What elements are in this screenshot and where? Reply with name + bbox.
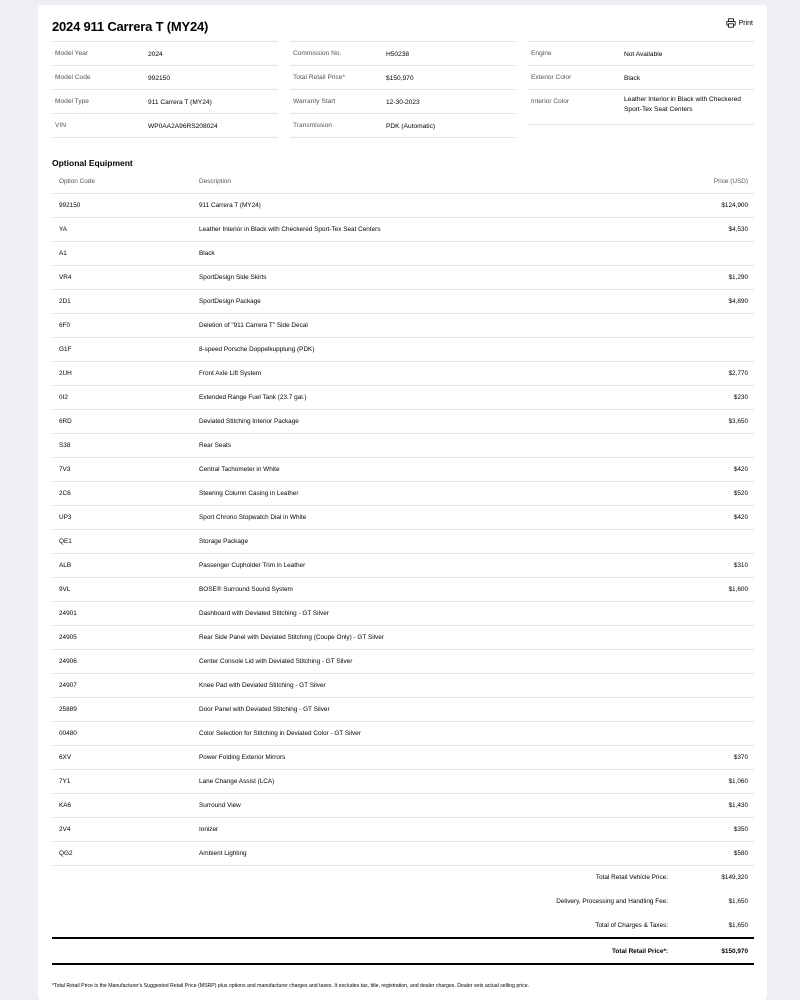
printer-icon (726, 18, 736, 28)
footnote: *Total Retail Price is the Manufacturer's Suggested Retail Price (MSRP) plus options and manufacturer charges and taxes. It excludes tax, title, registration, and dealer charges. Dealer sets actual selling price. (52, 983, 530, 989)
table-row (52, 338, 754, 362)
price-cell (628, 530, 754, 554)
table-row (52, 410, 754, 434)
description-cell: Front Axle Lift System (199, 362, 628, 386)
price-cell (628, 674, 754, 698)
description-cell: Power Folding Exterior Mirrors (199, 746, 628, 770)
table-row (52, 842, 754, 866)
price-cell: $420 (628, 506, 754, 530)
table-row (52, 266, 754, 290)
table-row (52, 650, 754, 674)
option-code-cell: QG2 (52, 842, 199, 866)
option-code-cell: 24901 (52, 602, 199, 626)
option-code-cell: 992150 (52, 194, 199, 218)
table-row (52, 458, 754, 482)
delivery-fee: Delivery, Processing and Handling Fee: $1,650 (556, 898, 748, 905)
price-cell (628, 626, 754, 650)
description-cell: Rear Seats (199, 434, 628, 458)
spec-total-retail-price: Total Retail Price* $150,970 (290, 65, 516, 89)
table-row (52, 314, 754, 338)
option-code-cell: 6XV (52, 746, 199, 770)
option-code-cell: 24906 (52, 650, 199, 674)
option-code-cell: 2D1 (52, 290, 199, 314)
description-cell: SportDesign Side Skirts (199, 266, 628, 290)
description-cell: Ambient Lighting (199, 842, 628, 866)
description-cell: Central Tachometer in White (199, 458, 628, 482)
table-row (52, 482, 754, 506)
page-title: 2024 911 Carrera T (MY24) (52, 19, 209, 34)
spec-interior-color: Interior Color Leather Interior in Black with Checkered Sport-Tex Seat Centers (528, 89, 754, 124)
description-cell: 911 Carrera T (MY24) (199, 194, 628, 218)
option-code-cell: VR4 (52, 266, 199, 290)
price-cell: $1,600 (628, 578, 754, 602)
description-cell: Black (199, 242, 628, 266)
price-cell: $1,060 (628, 770, 754, 794)
spec-model-code: Model Code 992150 (52, 65, 278, 89)
table-row (52, 698, 754, 722)
option-code-cell: UP3 (52, 506, 199, 530)
table-row (52, 506, 754, 530)
option-code-cell: A1 (52, 242, 199, 266)
table-row (52, 674, 754, 698)
table-row (52, 794, 754, 818)
table-row (52, 818, 754, 842)
option-code-cell: 24907 (52, 674, 199, 698)
table-row (52, 626, 754, 650)
option-code-cell: G1F (52, 338, 199, 362)
description-cell: Lane Change Assist (LCA) (199, 770, 628, 794)
price-cell: $4,530 (628, 218, 754, 242)
option-code-cell: 6RD (52, 410, 199, 434)
option-code-cell: 9VL (52, 578, 199, 602)
table-row (52, 554, 754, 578)
price-cell: $350 (628, 818, 754, 842)
optional-equipment-heading: Optional Equipment (52, 158, 133, 168)
column-header-description: Description (199, 170, 628, 194)
price-cell: $1,290 (628, 266, 754, 290)
description-cell: Rear Side Panel with Deviated Stitching (Coupe Only) - GT Silver (199, 626, 628, 650)
print-label: Print (738, 19, 753, 27)
price-cell (628, 338, 754, 362)
option-code-cell: QE1 (52, 530, 199, 554)
spec-model-year: Model Year 2024 (52, 41, 278, 65)
description-cell: BOSE® Surround Sound System (199, 578, 628, 602)
table-row (52, 434, 754, 458)
table-row (52, 194, 754, 218)
price-cell: $124,900 (628, 194, 754, 218)
table-row (52, 602, 754, 626)
option-code-cell: ALB (52, 554, 199, 578)
option-code-cell: 7Y1 (52, 770, 199, 794)
option-code-cell: 6F0 (52, 314, 199, 338)
optional-equipment-table (52, 170, 754, 866)
price-cell: $580 (628, 842, 754, 866)
price-cell (628, 434, 754, 458)
print-button[interactable] (726, 18, 753, 28)
description-cell: Surround View (199, 794, 628, 818)
table-row (52, 530, 754, 554)
spec-warranty-start: Warranty Start 12-30-2023 (290, 89, 516, 113)
price-cell: $3,650 (628, 410, 754, 434)
option-code-cell: S38 (52, 434, 199, 458)
specs-column-3 (528, 41, 754, 125)
price-cell: $520 (628, 482, 754, 506)
description-cell: Leather Interior in Black with Checkered Sport-Tex Seat Centers (199, 218, 628, 242)
specs-column-1 (52, 41, 278, 138)
description-cell: Sport Chrono Stopwatch Dial in White (199, 506, 628, 530)
column-header-option-code: Option Code (52, 170, 199, 194)
table-row (52, 722, 754, 746)
price-cell (628, 314, 754, 338)
price-cell (628, 650, 754, 674)
table-row (52, 770, 754, 794)
spec-model-type: Model Type 911 Carrera T (MY24) (52, 89, 278, 113)
option-code-cell: 24905 (52, 626, 199, 650)
divider (290, 137, 516, 138)
option-code-cell: YA (52, 218, 199, 242)
price-cell: $310 (628, 554, 754, 578)
table-row (52, 578, 754, 602)
table-row (52, 746, 754, 770)
table-row (52, 386, 754, 410)
description-cell: Deviated Stitching Interior Package (199, 410, 628, 434)
option-code-cell: 0I2 (52, 386, 199, 410)
description-cell: Ionizer (199, 818, 628, 842)
total-retail-price: Total Retail Price*: $150,970 (52, 937, 754, 965)
spec-commission-no: Commission No. H50238 (290, 41, 516, 65)
divider (528, 124, 754, 125)
price-cell: $230 (628, 386, 754, 410)
table-row (52, 218, 754, 242)
price-cell: $4,890 (628, 290, 754, 314)
price-cell: $2,770 (628, 362, 754, 386)
option-code-cell: 00480 (52, 722, 199, 746)
specs-column-2 (290, 41, 516, 138)
price-cell (628, 722, 754, 746)
spec-exterior-color: Exterior Color Black (528, 65, 754, 89)
price-cell: $1,430 (628, 794, 754, 818)
divider (52, 137, 278, 138)
description-cell: Color Selection for Stitching in Deviated Color - GT Silver (199, 722, 628, 746)
description-cell: Passenger Cupholder Trim in Leather (199, 554, 628, 578)
description-cell: Deletion of "911 Carrera T" Side Decal (199, 314, 628, 338)
description-cell: Extended Range Fuel Tank (23.7 gal.) (199, 386, 628, 410)
option-code-cell: KA6 (52, 794, 199, 818)
description-cell: 8-speed Porsche Doppelkupplung (PDK) (199, 338, 628, 362)
price-totals (52, 865, 754, 965)
spec-transmission: Transmission PDK (Automatic) (290, 113, 516, 137)
table-row (52, 362, 754, 386)
spec-engine: Engine Not Available (528, 41, 754, 65)
total-charges-taxes: Total of Charges & Taxes: $1,650 (595, 922, 748, 929)
option-code-cell: 2UH (52, 362, 199, 386)
price-cell: $370 (628, 746, 754, 770)
description-cell: Knee Pad with Deviated Stitching - GT Silver (199, 674, 628, 698)
description-cell: SportDesign Package (199, 290, 628, 314)
vehicle-details-card (38, 5, 767, 1000)
description-cell: Dashboard with Deviated Stitching - GT Silver (199, 602, 628, 626)
price-cell (628, 602, 754, 626)
table-header-row (52, 170, 754, 194)
spec-vin: VIN WP0AA2A96RS208024 (52, 113, 278, 137)
description-cell: Center Console Lid with Deviated Stitching - GT Silver (199, 650, 628, 674)
description-cell: Door Panel with Deviated Stitching - GT Silver (199, 698, 628, 722)
description-cell: Storage Package (199, 530, 628, 554)
table-row (52, 290, 754, 314)
total-vehicle-price: Total Retail Vehicle Price: $149,320 (595, 874, 748, 881)
option-code-cell: 25889 (52, 698, 199, 722)
description-cell: Steering Column Casing in Leather (199, 482, 628, 506)
option-code-cell: 7V3 (52, 458, 199, 482)
price-cell (628, 698, 754, 722)
price-cell (628, 242, 754, 266)
option-code-cell: 2C6 (52, 482, 199, 506)
column-header-price: Price (USD) (628, 170, 754, 194)
table-row (52, 242, 754, 266)
option-code-cell: 2V4 (52, 818, 199, 842)
price-cell: $420 (628, 458, 754, 482)
